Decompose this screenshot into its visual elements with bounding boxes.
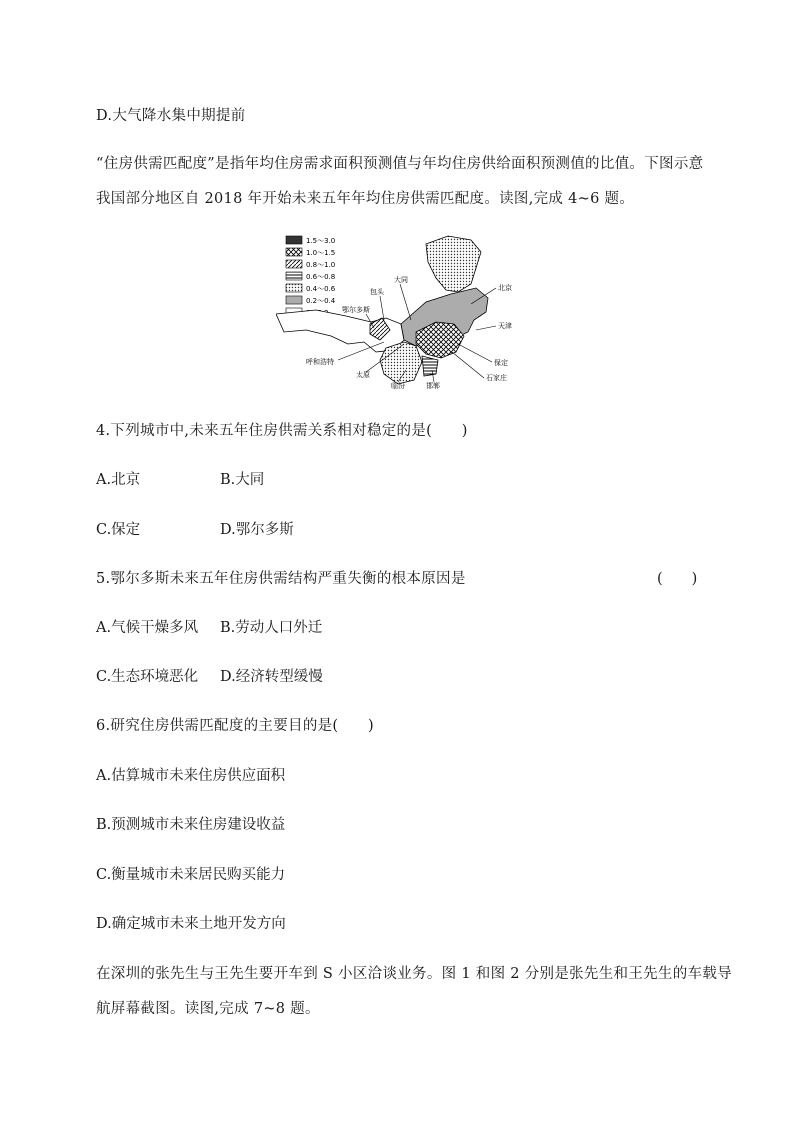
legend-3: 0.8～1.0 xyxy=(306,261,336,269)
label-baoding: 保定 xyxy=(494,359,508,367)
label-ordos: 鄂尔多斯 xyxy=(342,306,370,314)
q4-option-c: C.保定 xyxy=(96,522,141,538)
label-linfen: 临汾 xyxy=(391,382,405,390)
label-shijiazhuang: 石家庄 xyxy=(486,374,507,382)
previous-option-d: D.大气降水集中期提前 xyxy=(96,108,246,124)
region-handan xyxy=(422,356,438,376)
q4-option-d: D.鄂尔多斯 xyxy=(220,522,294,538)
q5-option-d: D.经济转型缓慢 xyxy=(220,669,323,685)
intro-line-1: “住房供需匹配度”是指年均住房需求面积预测值与年均住房供给面积预测值的比值。下图示意 xyxy=(96,156,704,172)
label-handan: 邯郸 xyxy=(426,382,440,390)
q6-option-d: D.确定城市未来土地开发方向 xyxy=(96,916,286,932)
label-hohhot: 呼和浩特 xyxy=(306,358,334,366)
region-north-hebei xyxy=(426,236,481,292)
label-tianjin: 天津 xyxy=(498,322,512,330)
legend-1: 1.5～3.0 xyxy=(306,237,336,245)
label-baotou: 包头 xyxy=(370,288,384,296)
label-beijing: 北京 xyxy=(498,284,512,292)
label-datong: 大同 xyxy=(394,276,408,284)
q6-option-a: A.估算城市未来住房供应面积 xyxy=(96,768,286,784)
intro-line-2: 我国部分地区自 2018 年开始未来五年年均住房供需匹配度。读图,完成 4~6 题。 xyxy=(96,191,635,207)
outro-line-1: 在深圳的张先生与王先生要开车到 S 小区洽谈业务。图 1 和图 2 分别是张先生和王先生的车载导 xyxy=(96,966,732,982)
q5-answer-paren: ( ) xyxy=(657,571,698,587)
q4-stem: 4.下列城市中,未来五年住房供需关系相对稳定的是( ) xyxy=(96,423,468,439)
outro-line-2: 航屏幕截图。读图,完成 7~8 题。 xyxy=(96,1001,320,1017)
q5-option-a: A.气候干燥多风 xyxy=(96,620,199,636)
q4-option-a: A.北京 xyxy=(96,472,141,488)
housing-match-map xyxy=(276,232,516,402)
label-taiyuan: 太原 xyxy=(356,371,370,379)
q5-option-c: C.生态环境恶化 xyxy=(96,669,199,685)
legend-4: 0.6～0.8 xyxy=(306,273,336,281)
q4-option-b: B.大同 xyxy=(220,472,265,488)
q5-stem: 5.鄂尔多斯未来五年住房供需结构严重失衡的根本原因是 xyxy=(96,571,466,587)
legend-2: 1.0～1.5 xyxy=(306,249,336,257)
legend-5: 0.4～0.6 xyxy=(306,285,336,293)
q5-option-b: B.劳动人口外迁 xyxy=(220,620,323,636)
q6-option-c: C.衡量城市未来居民购买能力 xyxy=(96,867,286,883)
legend-6: 0.2～0.4 xyxy=(306,297,336,305)
map-legend xyxy=(286,236,336,317)
q6-stem: 6.研究住房供需匹配度的主要目的是( ) xyxy=(96,718,374,734)
q6-option-b: B.预测城市未来住房建设收益 xyxy=(96,817,286,833)
